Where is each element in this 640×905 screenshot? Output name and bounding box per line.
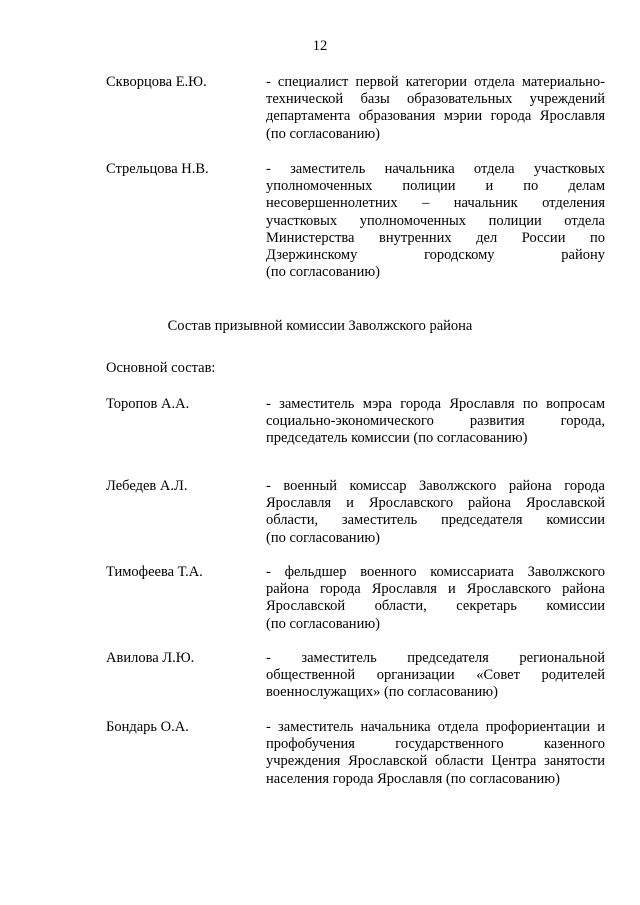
position-line: (по согласованию): [266, 615, 380, 632]
position-line: населения города Ярославля (по согласованию): [266, 770, 560, 787]
member-name: Тимофеева Т.А.: [106, 564, 203, 580]
position-line: - заместитель председателя региональной: [266, 650, 605, 666]
position-line: департамента образования мэрии города Ярославля: [266, 108, 605, 125]
member-position: [266, 74, 605, 143]
position-line: области, заместитель председателя комиссии: [266, 512, 605, 529]
position-line: - заместитель начальника отдела профориентации и: [266, 719, 605, 735]
member-position: [266, 564, 605, 633]
position-line: - заместитель мэра города Ярославля по вопросам: [266, 396, 605, 412]
position-line: - военный комиссар Заволжского района города: [266, 478, 605, 494]
member-name: Бондарь О.А.: [106, 719, 189, 735]
position-line: (по согласованию): [266, 264, 380, 281]
position-line: Министерства внутренних дел России по: [266, 229, 605, 246]
position-line: Дзержинскому городскому району: [266, 246, 605, 263]
position-line: военнослужащих» (по согласованию): [266, 684, 498, 701]
position-line: района города Ярославля и Ярославского района: [266, 581, 605, 598]
member-name: Стрельцова Н.В.: [106, 161, 209, 177]
member-name: Авилова Л.Ю.: [106, 650, 195, 666]
member-name: Торопов А.А.: [106, 396, 190, 412]
position-line: технической базы образовательных учреждений: [266, 91, 605, 108]
page-number: 12: [312, 38, 328, 54]
position-line: председатель комиссии (по согласованию): [266, 430, 528, 447]
position-line: уполномоченных полиции и по делам: [266, 178, 605, 195]
member-position: [266, 161, 605, 281]
position-line: общественной организации «Совет родителей: [266, 667, 605, 684]
member-position: [266, 719, 605, 788]
sub-heading: Основной состав:: [106, 360, 216, 376]
position-line: профобучения государственного казенного: [266, 736, 605, 753]
section-title: Состав призывной комиссии Заволжского района: [167, 318, 473, 334]
position-line: Ярославской области, секретарь комиссии: [266, 598, 605, 615]
position-line: - заместитель начальника отдела участковых: [266, 161, 605, 177]
position-line: Ярославля и Ярославского района Ярославской: [266, 495, 605, 512]
position-line: несовершеннолетних – начальник отделения: [266, 195, 605, 212]
position-line: учреждения Ярославской области Центра занятости: [266, 753, 605, 770]
position-line: (по согласованию): [266, 529, 380, 546]
position-line: (по согласованию): [266, 125, 380, 142]
member-name: Скворцова Е.Ю.: [106, 74, 207, 90]
position-line: - фельдшер военного комиссариата Заволжского: [266, 564, 605, 580]
position-line: - специалист первой категории отдела материально-: [266, 74, 605, 90]
member-position: [266, 650, 605, 702]
position-line: участковых уполномоченных полиции отдела: [266, 212, 605, 229]
position-line: социально-экономического развития города,: [266, 413, 605, 430]
member-position: [266, 478, 605, 547]
member-position: [266, 396, 605, 448]
member-name: Лебедев А.Л.: [106, 478, 188, 494]
